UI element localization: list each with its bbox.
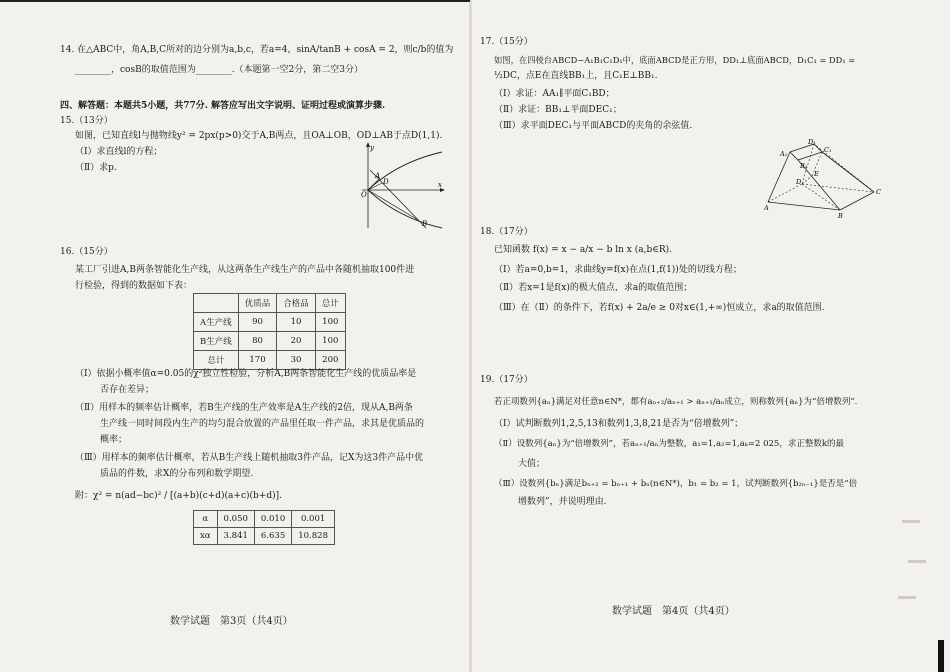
fig-label-d: D xyxy=(796,178,802,186)
q19-part1: （Ⅰ）试判断数列1,2,5,13和数列1,3,8,21是否为“倍增数列”； xyxy=(494,419,744,429)
scan-mark xyxy=(898,596,916,599)
fig-label-c: C xyxy=(876,188,881,196)
fig-label-a: A xyxy=(375,172,381,180)
table-cell: 90 xyxy=(238,313,277,332)
fig-label-c1: C₁ xyxy=(824,146,832,154)
q16-part1b: 否存在差异； xyxy=(100,385,155,395)
q18-part3: （Ⅲ）在（Ⅱ）的条件下，若f(x) + 2a/e ≥ 0对x∈(1,+∞)恒成立，求a的取值范围. xyxy=(494,303,825,313)
q15-head: 15.（13分） xyxy=(60,116,113,126)
table-cell: 6.635 xyxy=(254,528,291,545)
table-row xyxy=(194,528,335,545)
q19-part3a: （Ⅲ）设数列{bₙ}满足bₙ₊₂ = bₙ₊₁ + bₙ(n∈N*)，b₁ = b₂ = 1，试判断数列{b₂ₙ₋₁}是否是“倍 xyxy=(494,479,858,489)
q18-part1: （Ⅰ）若a=0,b=1，求曲线y=f(x)在点(1,f(1))处的切线方程； xyxy=(494,265,742,275)
q16-stem2: 行检验，得到的数据如下表： xyxy=(75,281,193,291)
q15-stem: 如图，已知直线l与抛物线y² = 2px(p>0)交于A,B两点，且OA⊥OB，OD⊥AB于点D(1,1). xyxy=(75,131,443,141)
table-header-cell: α xyxy=(194,511,218,528)
q17-part1: （Ⅰ）求证：AA₁∥平面C₁BD； xyxy=(494,89,615,99)
q16-part2c: 概率； xyxy=(100,435,128,445)
q16-part1a: （Ⅰ）依据小概率值α=0.05的χ²独立性检验，分析A,B两条智能化生产线的优质品率是 xyxy=(75,369,417,379)
q16-part3b: 质品的件数，求X的分布列和数学期望. xyxy=(100,469,254,479)
q17-part3: （Ⅲ）求平面DEC₁与平面ABCD的夹角的余弦值. xyxy=(494,121,693,131)
table-cell: 10 xyxy=(277,313,316,332)
table-header-cell: 0.010 xyxy=(254,511,291,528)
table-cell: 3.841 xyxy=(217,528,254,545)
fig-label-e: E xyxy=(814,170,819,178)
scan-mark xyxy=(902,520,920,523)
table-header-cell: 合格品 xyxy=(277,294,316,313)
page-footer-4: 数学试题 第4页（共4页） xyxy=(612,606,735,617)
table-cell: xα xyxy=(194,528,218,545)
table-header-cell: 0.001 xyxy=(292,511,335,528)
q16-part3a: （Ⅲ）用样本的频率估计概率，若从B生产线上随机抽取3件产品，记X为这3件产品中优 xyxy=(75,453,424,463)
fig-label-b1: B₁ xyxy=(800,162,808,170)
table-header-cell: 优质品 xyxy=(238,294,277,313)
q16-formula: 附：χ² = n(ad−bc)² / [(a+b)(c+d)(a+c)(b+d)]. xyxy=(75,491,282,501)
scan-edge-bar xyxy=(938,640,944,672)
section-heading: 四、解答题：本题共5小题，共77分. 解答应写出文字说明、证明过程或演算步骤. xyxy=(60,101,386,111)
fig-label-b: B xyxy=(422,220,428,228)
q18-stem: 已知函数 f(x) = x − a/x − b ln x (a,b∈R). xyxy=(494,245,673,255)
page-3 xyxy=(0,0,470,672)
q17-frustum-figure xyxy=(764,138,884,220)
q16-critical-table xyxy=(193,510,335,545)
table-cell: 100 xyxy=(315,313,345,332)
table-header-row xyxy=(194,511,335,528)
q17-part2: （Ⅱ）求证：BB₁⊥平面DEC₁； xyxy=(494,105,622,115)
q16-head: 16.（15分） xyxy=(60,247,113,257)
q16-part2a: （Ⅱ）用样本的频率估计概率，若B生产线的生产效率是A生产线的2倍，现从A,B两条 xyxy=(75,403,413,413)
q15-part1: （Ⅰ）求直线l的方程； xyxy=(75,147,163,157)
q19-part2a: （Ⅱ）设数列{aₙ}为“倍增数列”，若aₙ₊₁/aₙ为整数，a₁=1,a₂=1,aₖ=2 025，求正整数k的最 xyxy=(494,439,844,449)
q18-head: 18.（17分） xyxy=(480,227,533,237)
table-row xyxy=(194,332,346,351)
q17-stem2: ½DC，点E在直线BB₁上，且C₁E⊥BB₁. xyxy=(494,71,658,81)
table-header-cell: 0.050 xyxy=(217,511,254,528)
q14-line2: ________，cosB的取值范围为________.（本题第一空2分，第二空3分） xyxy=(75,65,364,75)
table-cell: 总计 xyxy=(194,351,239,370)
table-header-cell xyxy=(194,294,239,313)
fig-label-y: y xyxy=(370,144,374,152)
q17-stem1: 如图，在四棱台ABCD−A₁B₁C₁D₁中，底面ABCD是正方形，DD₁⊥底面ABCD，D₁C₁ = DD₁ = xyxy=(494,55,856,65)
table-header-row xyxy=(194,294,346,313)
q19-head: 19.（17分） xyxy=(480,375,533,385)
table-cell: B生产线 xyxy=(194,332,239,351)
q17-head: 17.（15分） xyxy=(480,37,533,47)
table-cell: 170 xyxy=(238,351,277,370)
q16-part2b: 生产线一同时间段内生产的均匀混合放置的产品里任取一件产品，求其是优质品的 xyxy=(100,419,425,429)
q14-line1: 14. 在△ABC中，角A,B,C所对的边分别为a,b,c，若a=4，sinA/tanB + cosA = 2，则c/b的值为 xyxy=(60,45,454,55)
fig-label-d: D xyxy=(383,178,389,186)
q19-part3b: 增数列”，并说明理由. xyxy=(518,497,607,507)
q16-stem1: 某工厂引进A,B两条智能化生产线，从这两条生产线生产的产品中各随机抽取100件进 xyxy=(75,265,415,275)
fig-label-o: O xyxy=(361,191,367,199)
q15-part2: （Ⅱ）求p. xyxy=(75,163,117,173)
fig-label-b: B xyxy=(838,212,843,220)
page-footer-3: 数学试题 第3页（共4页） xyxy=(170,616,293,627)
q19-stem: 若正项数列{aₙ}满足对任意n∈N*，都有aₙ₊₂/aₙ₊₁ > aₙ₊₁/aₙ成立，则称数列{aₙ}为“倍增数列”. xyxy=(494,397,858,407)
q18-part2: （Ⅱ）若x=1是f(x)的极大值点，求a的取值范围； xyxy=(494,283,693,293)
top-rule xyxy=(0,0,470,2)
q15-parabola-figure xyxy=(358,140,448,232)
q16-data-table xyxy=(193,293,346,370)
table-cell: 80 xyxy=(238,332,277,351)
fig-label-d1: D₁ xyxy=(808,138,816,146)
table-cell: 100 xyxy=(315,332,345,351)
table-row xyxy=(194,351,346,370)
table-cell: 200 xyxy=(315,351,345,370)
fig-label-x: x xyxy=(438,181,442,189)
table-header-cell: 总计 xyxy=(315,294,345,313)
q19-part2b: 大值； xyxy=(518,459,546,469)
fig-label-a1: A₁ xyxy=(780,150,788,158)
page-4 xyxy=(472,0,950,672)
table-cell: 10.828 xyxy=(292,528,335,545)
table-cell: 20 xyxy=(277,332,316,351)
scan-mark xyxy=(908,560,926,563)
table-cell: 30 xyxy=(277,351,316,370)
fig-label-a: A xyxy=(764,204,769,212)
table-row xyxy=(194,313,346,332)
table-cell: A生产线 xyxy=(194,313,239,332)
